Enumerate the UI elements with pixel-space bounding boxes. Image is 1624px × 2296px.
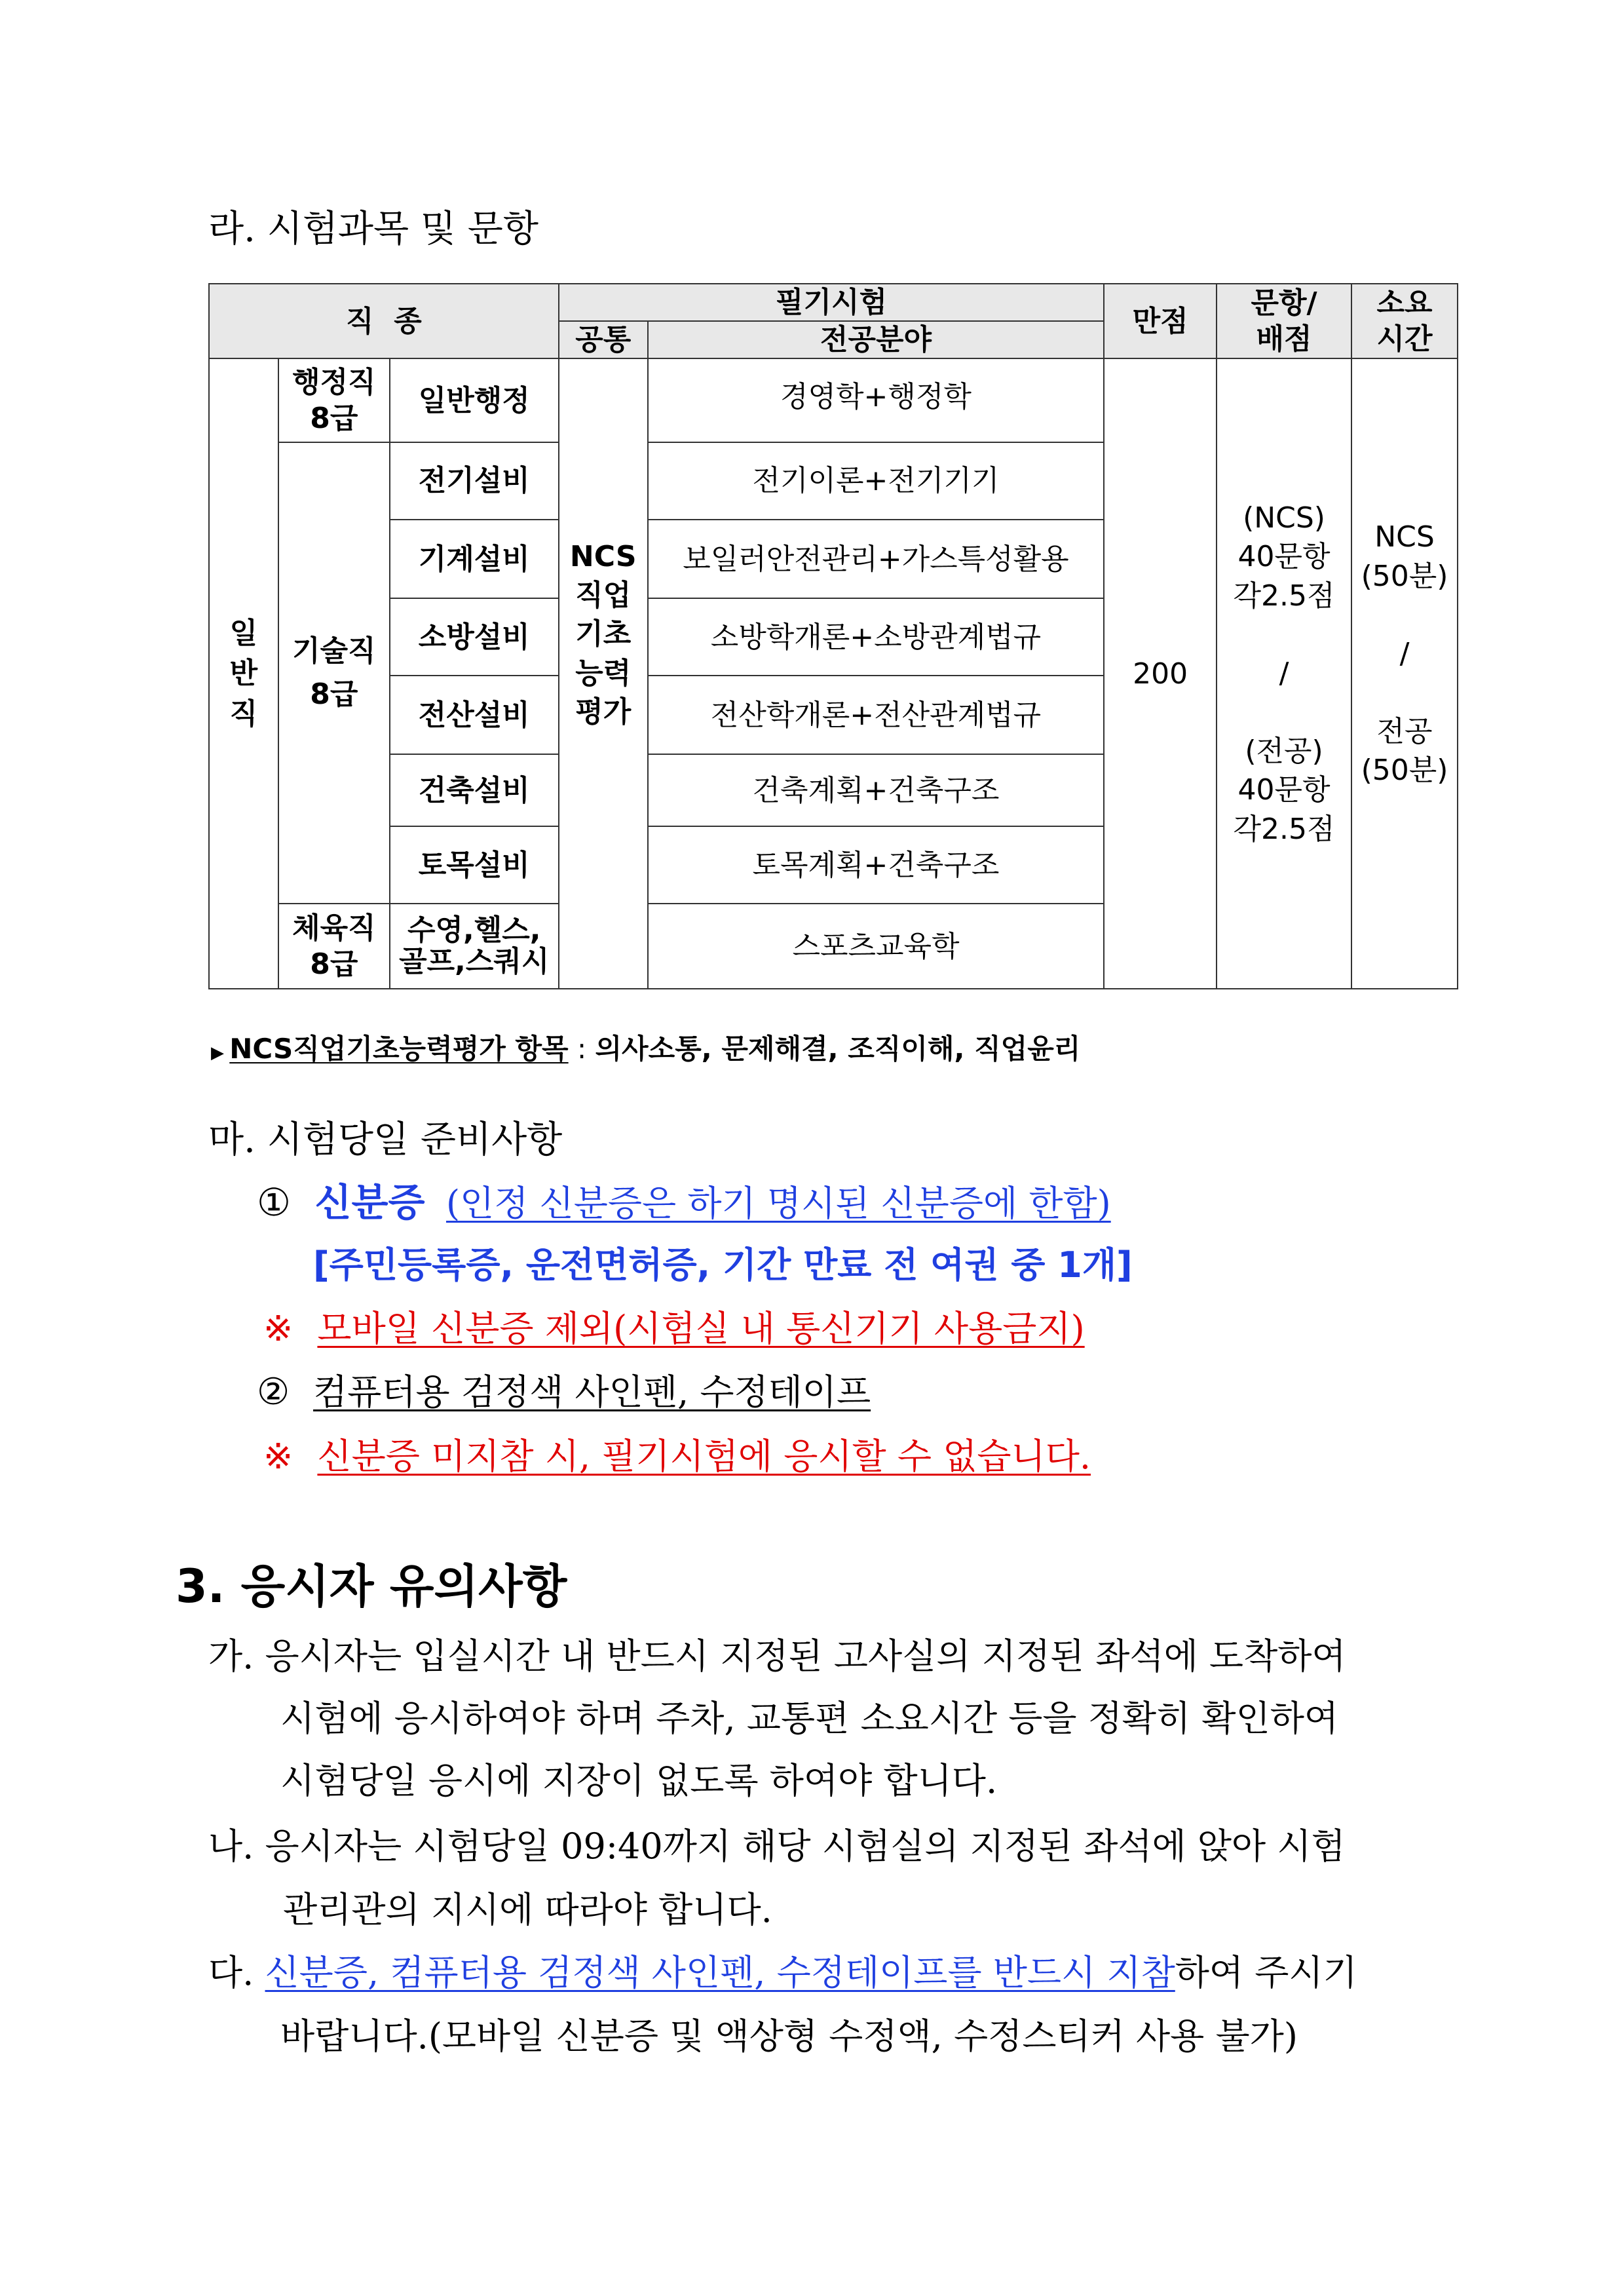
prep-note-2 [263,1428,1091,1479]
prep-note-1 [263,1301,1085,1351]
section3-na-line1: 나. 응시자는 시험당일 09:40까지 해당 시험실의 지정된 좌석에 앉아 시험 [208,1826,1346,1867]
section3-da-line2: 바랍니다.(모바일 신분증 및 액상형 수정액, 수정스티커 사용 불가) [280,2016,1298,2057]
header-common: 공통 [559,321,648,358]
triangle-bullet-icon: ▶ [211,1043,230,1063]
section3-da-line1 [208,1945,1357,1995]
major-cell: 소방학개론+소방관계법규 [648,598,1105,676]
major-cell: 스포츠교육학 [648,904,1105,989]
job-cell: 소방설비 [390,598,559,676]
da-rest: 하여 주시기 [1175,1952,1357,1993]
note1-text: 모바일 신분증 제외(시험실 내 통신기기 사용금지) [317,1308,1085,1349]
major-cell: 전산학개론+전산관계법규 [648,676,1105,754]
header-questions-score: 문항/ 배점 [1217,284,1351,358]
group-admin: 행정직 8급 [278,358,390,442]
item2-number: ② [257,1371,290,1413]
ncs-note-label: NCS직업기초능력평가 항목 [229,1033,569,1065]
header-job-type: 직 종 [209,284,559,358]
major-cell: 건축계획+건축구조 [648,754,1105,826]
ncs-note [211,1027,1080,1067]
job-cell: 전산설비 [390,676,559,754]
group-sports: 체육직 8급 [278,904,390,989]
header-major: 전공분야 [648,321,1105,358]
da-required-items: 신분증, 컴퓨터용 검정색 사인펜, 수정테이프를 반드시 지참 [265,1952,1175,1993]
item1-id-card: 신분증 [314,1180,425,1225]
da-prefix: 다. [208,1952,265,1993]
job-cell: 전기설비 [390,442,559,520]
job-cell: 일반행정 [390,358,559,442]
header-written-exam: 필기시험 [559,284,1105,321]
item1-id-list: [주민등록증, 운전면허증, 기간 만료 전 여권 중 1개] [313,1244,1133,1286]
major-cell: 보일러안전관리+가스특성활용 [648,520,1105,598]
section3-ga-line1: 가. 응시자는 입실시간 내 반드시 지정된 고사실의 지정된 좌석에 도착하여 [208,1636,1346,1677]
full-score-cell: 200 [1104,358,1217,989]
header-full-score: 만점 [1104,284,1217,358]
job-cell: 수영,헬스, 골프,스쿼시 [390,904,559,989]
section3-ga-line2: 시험에 응시하여야 하며 주차, 교통편 소요시간 등을 정확히 확인하여 [280,1698,1339,1739]
section3-title: 3. 응시자 유의사항 [176,1559,567,1613]
section3-ga-line3: 시험당일 응시에 지장이 없도록 하여야 합니다. [280,1760,998,1801]
item1-note: (인정 신분증은 하기 명시된 신분증에 한함) [445,1183,1111,1224]
prep-item-2 [257,1364,871,1415]
exam-subjects-table [208,283,1458,989]
item2-text: 컴퓨터용 검정색 사인펜, 수정테이프 [313,1371,871,1413]
group-tech: 기술직 8급 [278,442,390,904]
item1-number: ① [257,1180,291,1225]
section3-na-line2: 관리관의 지시에 따라야 합니다. [283,1889,772,1930]
questions-score-cell: (NCS) 40문항 각2.5점 / (전공) 40문항 각2.5점 [1217,358,1351,989]
header-duration: 소요 시간 [1351,284,1458,358]
duration-cell: NCS (50분) / 전공 (50분) [1351,358,1458,989]
note2-text: 신분증 미지참 시, 필기시험에 응시할 수 없습니다. [317,1436,1091,1477]
major-cell: 토목계획+건축구조 [648,826,1105,904]
category-general: 일 반 직 [209,358,278,989]
major-cell: 경영학+행정학 [648,358,1105,442]
note2-mark: ※ [263,1436,293,1477]
job-cell: 토목설비 [390,826,559,904]
note1-mark: ※ [263,1308,293,1349]
major-cell: 전기이론+전기기기 [648,442,1105,520]
ncs-note-items: 의사소통, 문제해결, 조직이해, 직업윤리 [595,1033,1081,1065]
common-ncs-cell: NCS 직업 기초 능력 평가 [559,358,648,989]
section-ma-title: 마. 시험당일 준비사항 [208,1119,563,1161]
ncs-note-separator: : [568,1033,595,1065]
job-cell: 기계설비 [390,520,559,598]
job-cell: 건축설비 [390,754,559,826]
section-ra-title: 라. 시험과목 및 문항 [208,208,538,250]
prep-item-1 [257,1172,1111,1227]
